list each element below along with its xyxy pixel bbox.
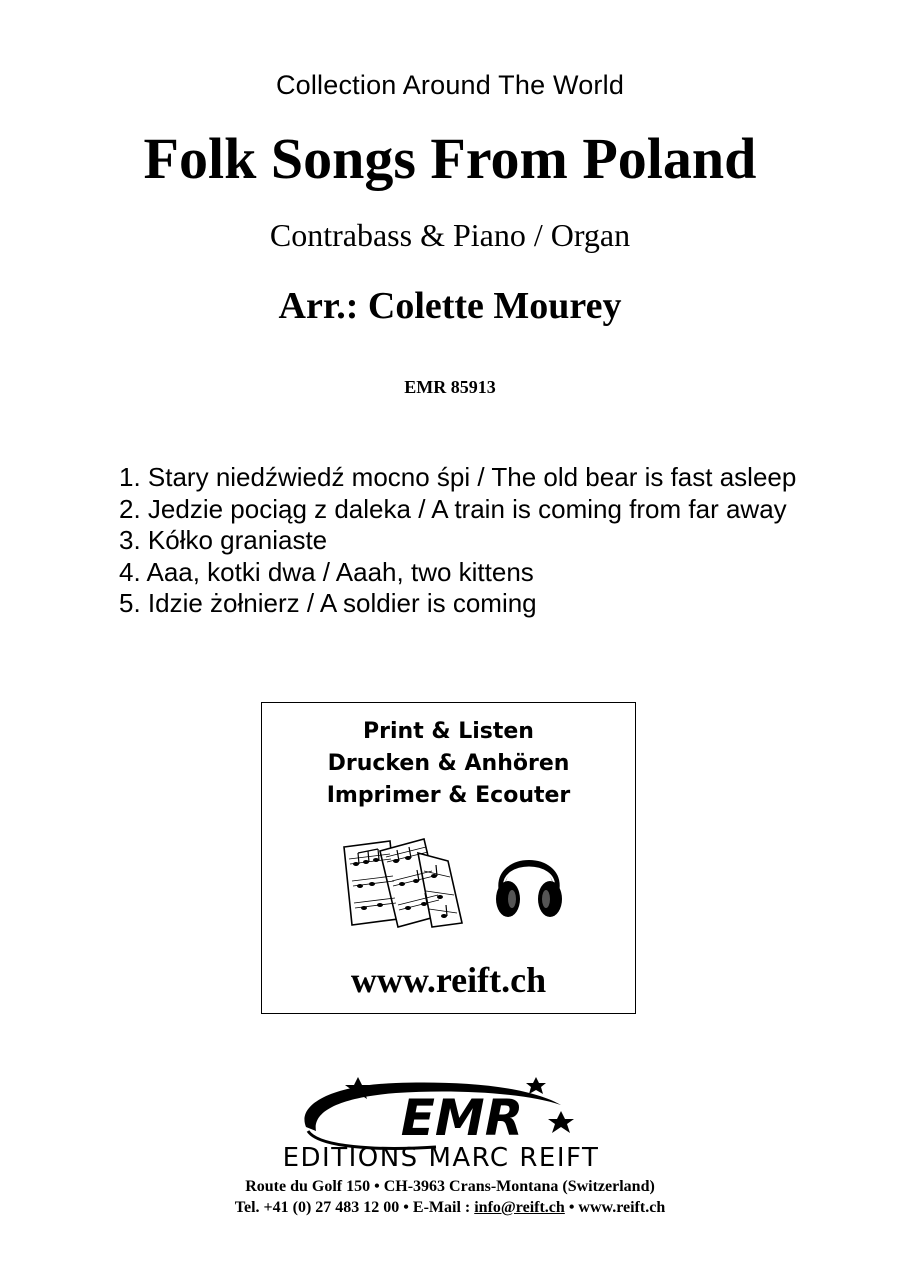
publisher-name: EDITIONS MARC REIFT — [282, 1143, 600, 1170]
catalog-number: EMR 85913 — [404, 377, 496, 397]
song-item: 5. Idzie żołnierz / A soldier is coming — [119, 588, 537, 618]
logo-text: EMR — [400, 1089, 524, 1147]
song-item: 2. Jedzie pociąg z daleka / A train is coming from far away — [119, 493, 787, 524]
instrumentation: Contrabass & Piano / Organ — [269, 217, 631, 253]
website-url: www.reift.ch — [350, 960, 547, 1000]
print-listen-box — [261, 702, 636, 1014]
song-item: 3. Kółko graniaste — [119, 525, 328, 555]
song-item: 1. Stary niedźwiedź mocno śpi / The old bear is fast asleep — [119, 462, 797, 492]
promo-line-fr: Imprimer & Ecouter — [326, 783, 571, 808]
email-link[interactable]: info@reift.ch — [474, 1199, 565, 1216]
song-list — [119, 462, 796, 620]
publisher-contact — [0, 1199, 900, 1217]
contact-web: • www.reift.ch — [564, 1199, 666, 1216]
sheet-music-icon — [340, 837, 468, 929]
series-title: Collection Around The World — [275, 70, 625, 100]
promo-line-de: Drucken & Anhören — [327, 751, 570, 776]
song-item: 4. Aaa, kotki dwa / Aaah, two kittens — [119, 556, 534, 587]
page-title: Folk Songs From Poland — [143, 126, 757, 191]
emr-logo — [236, 1075, 666, 1170]
promo-line-en: Print & Listen — [363, 719, 534, 744]
headphones-icon — [494, 843, 564, 923]
contact-tel: Tel. +41 (0) 27 483 12 00 • E-Mail : — [234, 1199, 475, 1216]
arranger: Arr.: Colette Mourey — [278, 285, 622, 327]
publisher-address: Route du Golf 150 • CH-3963 Crans-Montana (Switzerland) — [245, 1178, 655, 1195]
